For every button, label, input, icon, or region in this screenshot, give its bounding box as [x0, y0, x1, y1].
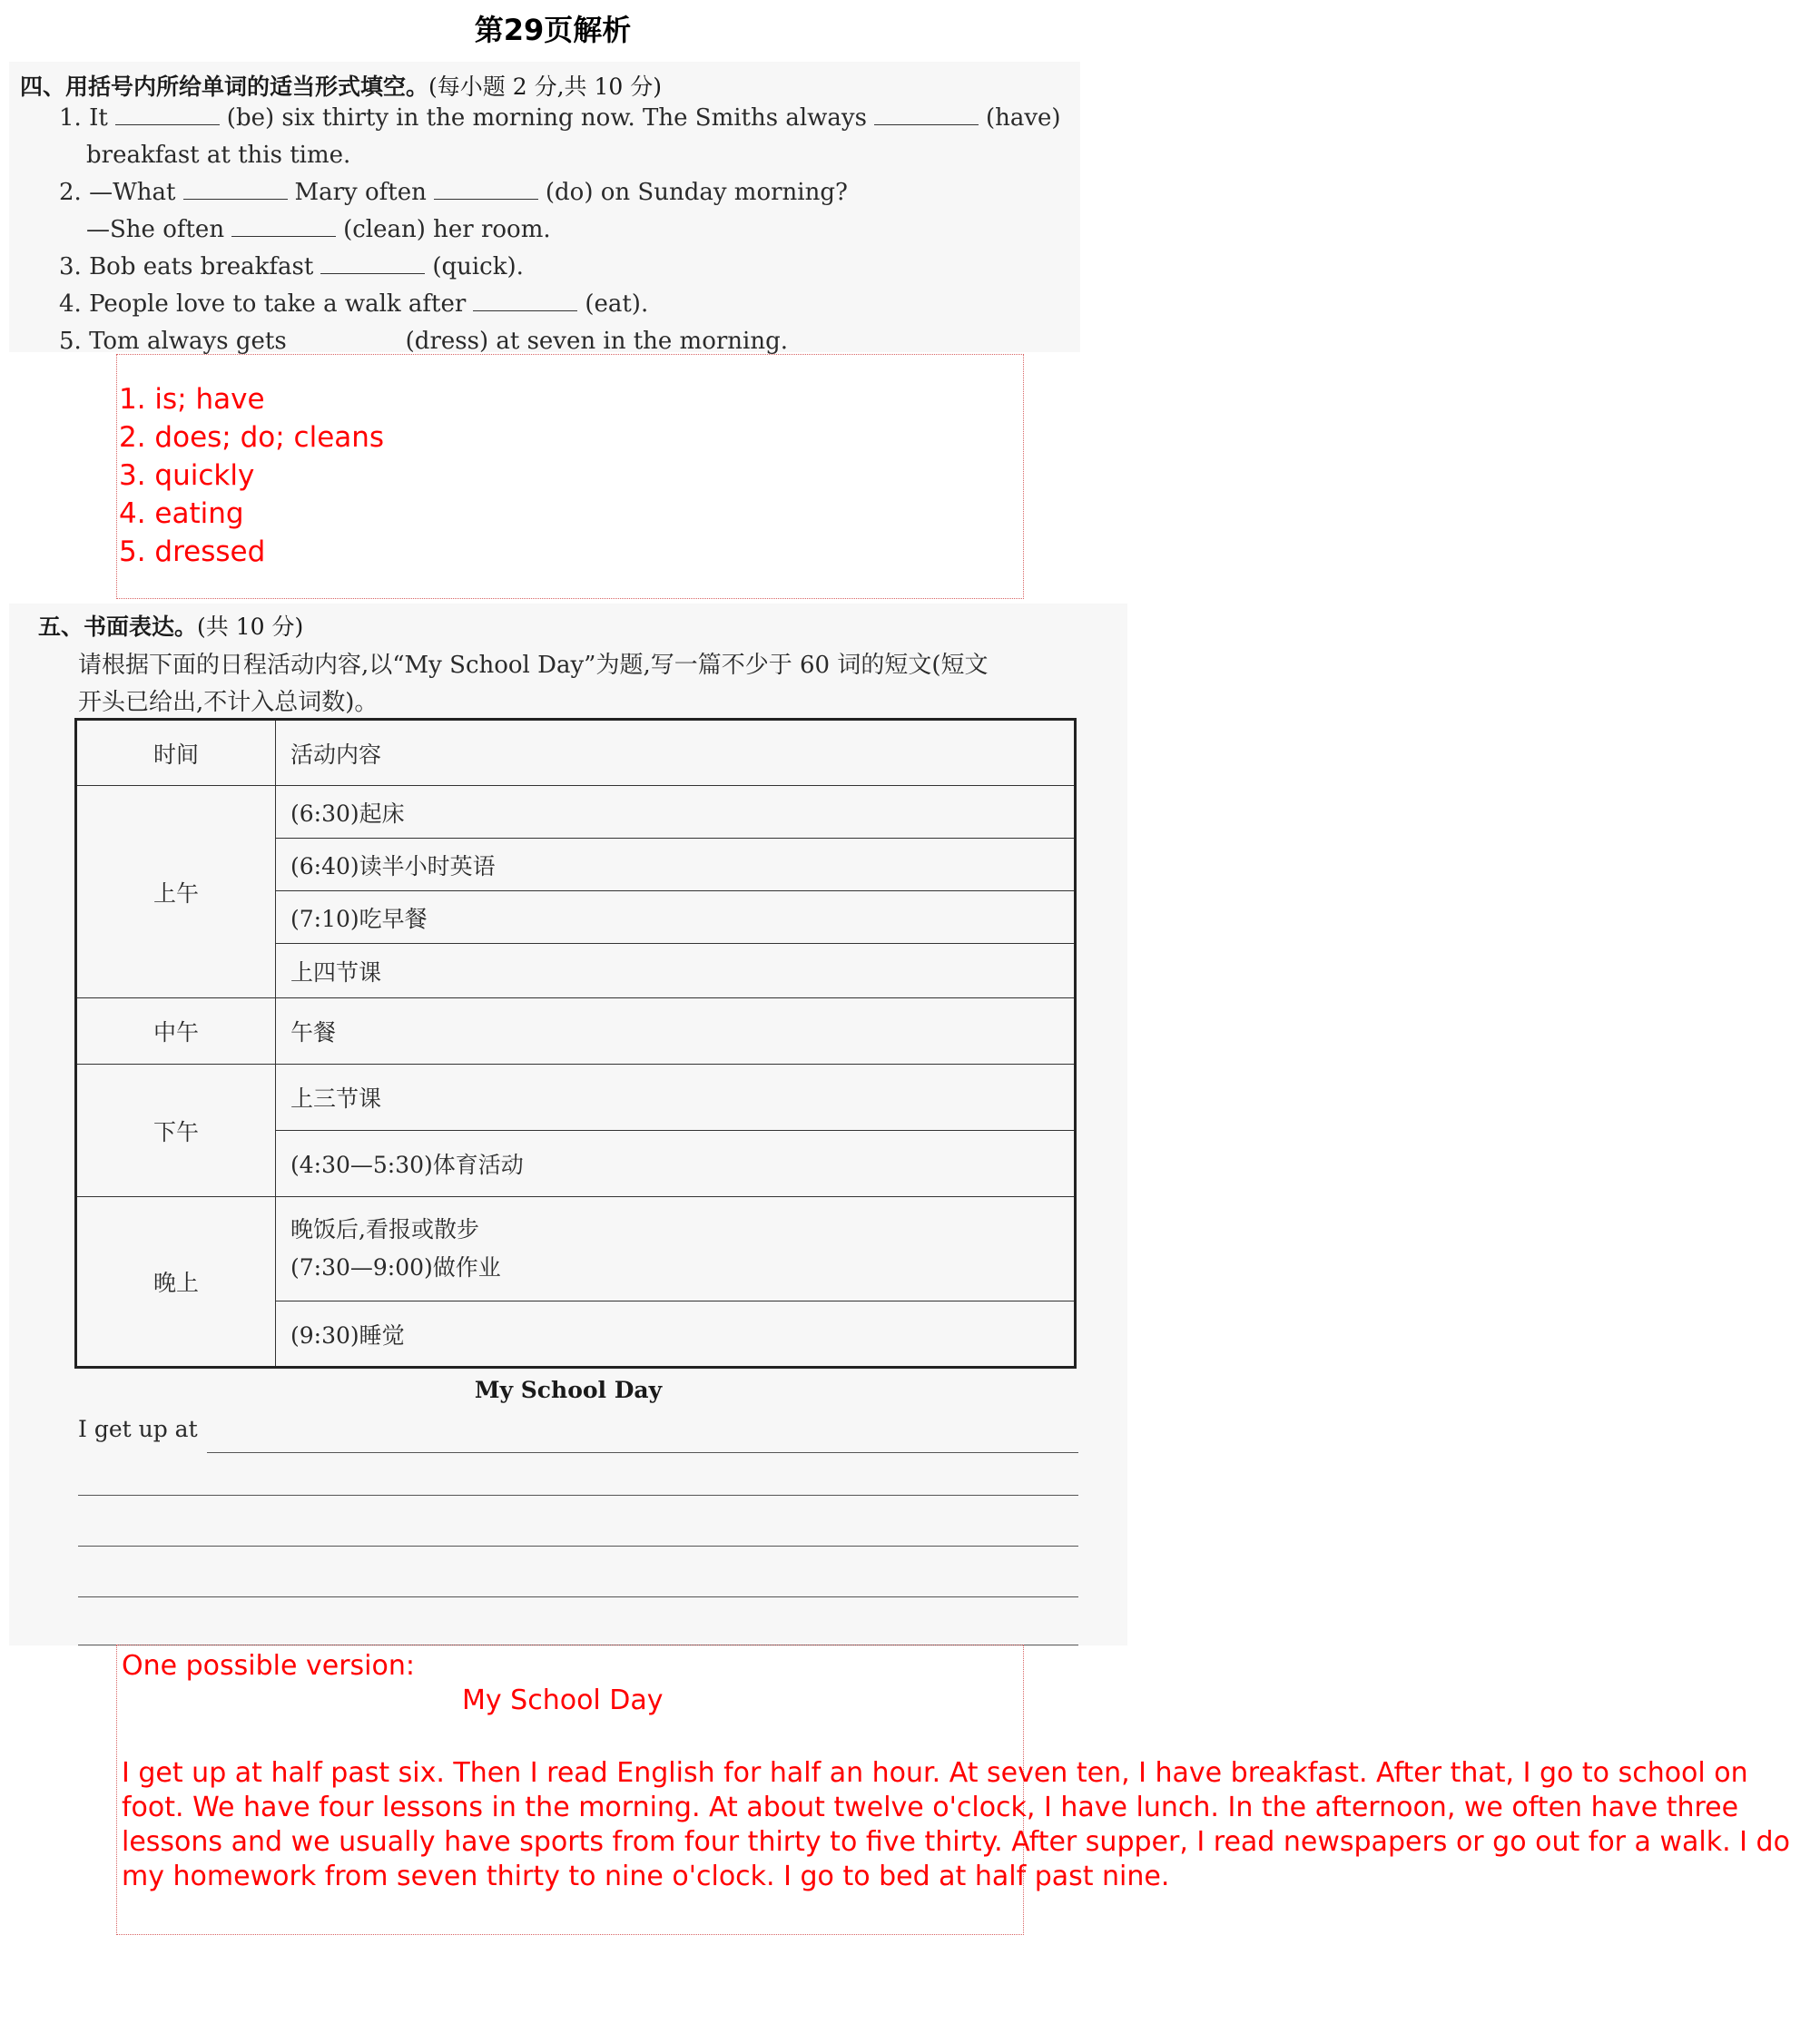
answer-blank	[115, 106, 220, 125]
answer-blank	[183, 181, 288, 200]
question-1: 1. It (be) six thirty in the morning now. The Smiths always (have)	[59, 104, 1061, 132]
activity-cell: 午餐	[276, 998, 1076, 1065]
answer-box-section-4	[116, 354, 1024, 599]
table-header-activity: 活动内容	[276, 720, 1076, 786]
answer-2: 2. does; do; cleans	[119, 421, 385, 454]
exercise-section-4	[9, 62, 1080, 355]
activity-cell: (6:40)读半小时英语	[276, 839, 1076, 891]
table-header-time: 时间	[76, 720, 276, 786]
exercise-section-5	[9, 604, 1127, 1645]
writing-line	[78, 1596, 1078, 1597]
answer-blank	[320, 255, 425, 274]
writing-line	[78, 1546, 1078, 1547]
activity-cell: (6:30)起床	[276, 786, 1076, 839]
question-4: 4. People love to take a walk after (eat).	[59, 290, 649, 318]
sample-essay-body: I get up at half past six. Then I read English for half an hour. At seven ten, I have breakfast. After that, I go to school on foot. We have four lessons in the morning. At about twelve o'clock, I have lunch. In the afternoon, we often have three lessons and we usually have sports from four thirty to five thirty. After supper, I read newspapers or go out for a walk. I do my homework from seven thirty to nine o'clock. I go to bed at half past nine.	[122, 1757, 1790, 1892]
activity-cell: (7:10)吃早餐	[276, 891, 1076, 944]
period-evening: 晚上	[76, 1197, 276, 1368]
answer-blank	[231, 218, 336, 237]
sample-essay-title: My School Day	[462, 1684, 664, 1716]
activity-cell: 上三节课	[276, 1065, 1076, 1131]
question-3: 3. Bob eats breakfast (quick).	[59, 253, 524, 280]
answer-5: 5. dressed	[119, 535, 266, 568]
answer-blank	[294, 329, 398, 349]
page-title: 第29页解析	[474, 13, 632, 47]
writing-line	[207, 1452, 1078, 1453]
writing-line	[78, 1495, 1078, 1496]
activity-cell: 上四节课	[276, 944, 1076, 998]
section-5-instruction: 请根据下面的日程活动内容,以“My School Day”为题,写一篇不少于 60 词的短文(短文	[78, 652, 989, 679]
activity-cell: (9:30)睡觉	[276, 1301, 1076, 1368]
activity-cell: (4:30—5:30)体育活动	[276, 1131, 1076, 1197]
section-5-instruction-cont: 开头已给出,不计入总词数)。	[78, 689, 379, 716]
sample-label: One possible version:	[122, 1650, 415, 1682]
question-5: 5. Tom always gets (dress) at seven in the morning.	[59, 328, 789, 355]
section-5-heading: 五、书面表达。(共 10 分)	[38, 614, 304, 640]
essay-start: I get up at	[78, 1416, 198, 1442]
answer-blank	[473, 292, 577, 311]
activity-cell: 晚饭后,看报或散步 (7:30—9:00)做作业	[276, 1197, 1076, 1301]
answer-blank	[434, 181, 538, 200]
question-1-continued: breakfast at this time.	[86, 142, 351, 169]
question-2-reply: —She often (clean) her room.	[86, 216, 551, 243]
schedule-table	[74, 718, 1077, 1369]
answer-box-section-5	[116, 1645, 1790, 1935]
answer-3: 3. quickly	[119, 459, 255, 492]
period-morning: 上午	[76, 786, 276, 998]
period-afternoon: 下午	[76, 1065, 276, 1197]
period-noon: 中午	[76, 998, 276, 1065]
question-2: 2. —What Mary often (do) on Sunday morning?	[59, 179, 848, 206]
answer-blank	[874, 106, 979, 125]
answer-1: 1. is; have	[119, 383, 265, 416]
answer-4: 4. eating	[119, 497, 244, 530]
section-4-heading: 四、用括号内所给单词的适当形式填空。(每小题 2 分,共 10 分)	[20, 74, 662, 100]
essay-title: My School Day	[474, 1377, 663, 1403]
